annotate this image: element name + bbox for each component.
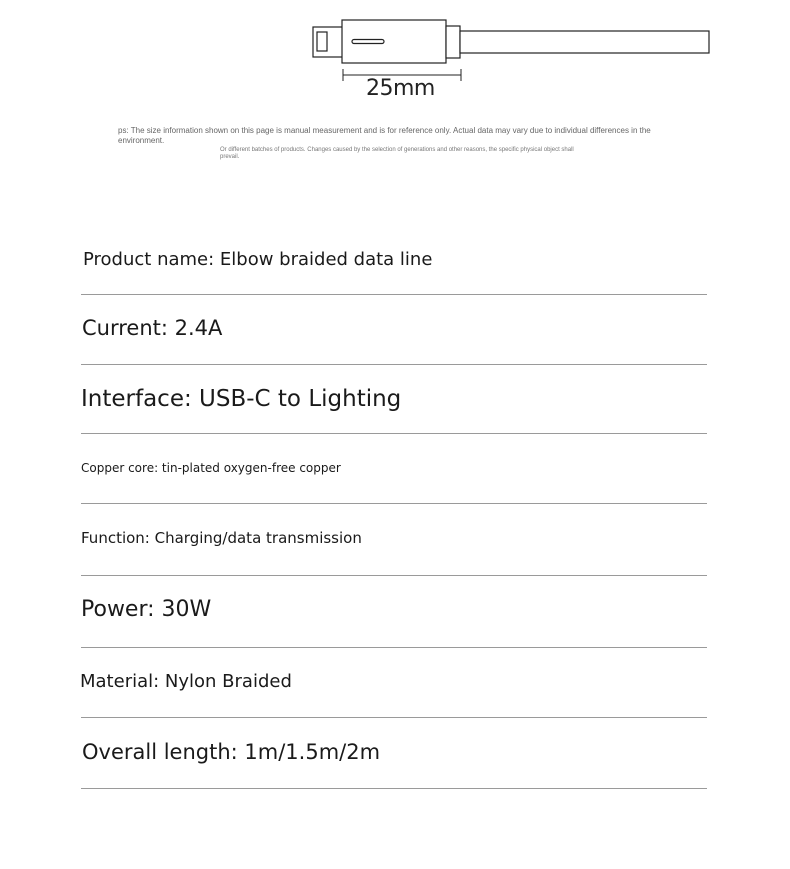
cable-body	[460, 31, 709, 53]
cable-dimension-diagram	[0, 0, 790, 120]
spec-current: Current: 2.4A	[82, 316, 223, 340]
spec-row-product-name	[81, 232, 707, 295]
spec-row-material	[81, 648, 707, 718]
spec-interface: Interface: USB-C to Lighting	[81, 386, 402, 412]
spec-function: Function: Charging/data transmission	[81, 529, 362, 547]
spec-power: Power: 30W	[81, 597, 212, 622]
spec-row-interface	[81, 365, 707, 434]
spec-product-name: Product name: Elbow braided data line	[83, 249, 433, 270]
strain-relief	[446, 26, 460, 58]
spec-row-function	[81, 504, 707, 576]
connector-pin-slot	[317, 32, 327, 51]
disclaimer-subnote: Or different batches of products. Changes caused by the selection of generations and other reasons, the specific physical object shall prevail.	[220, 147, 574, 160]
spec-overall-length: Overall length: 1m/1.5m/2m	[82, 740, 381, 764]
spec-row-copper-core	[81, 434, 707, 504]
disclaimer-note: ps: The size information shown on this page is manual measurement and is for reference only. Actual data may vary due to individual differences in the environment.	[118, 126, 651, 145]
spec-row-overall-length	[81, 718, 707, 789]
spec-row-current	[81, 295, 707, 365]
dimension-label: 25mm	[366, 76, 435, 101]
cable-connector-drawing	[0, 0, 790, 120]
connector-indicator-slot	[352, 40, 384, 44]
spec-row-power	[81, 576, 707, 648]
spec-material: Material: Nylon Braided	[80, 671, 292, 692]
spec-copper-core: Copper core: tin-plated oxygen-free copper	[81, 461, 341, 475]
